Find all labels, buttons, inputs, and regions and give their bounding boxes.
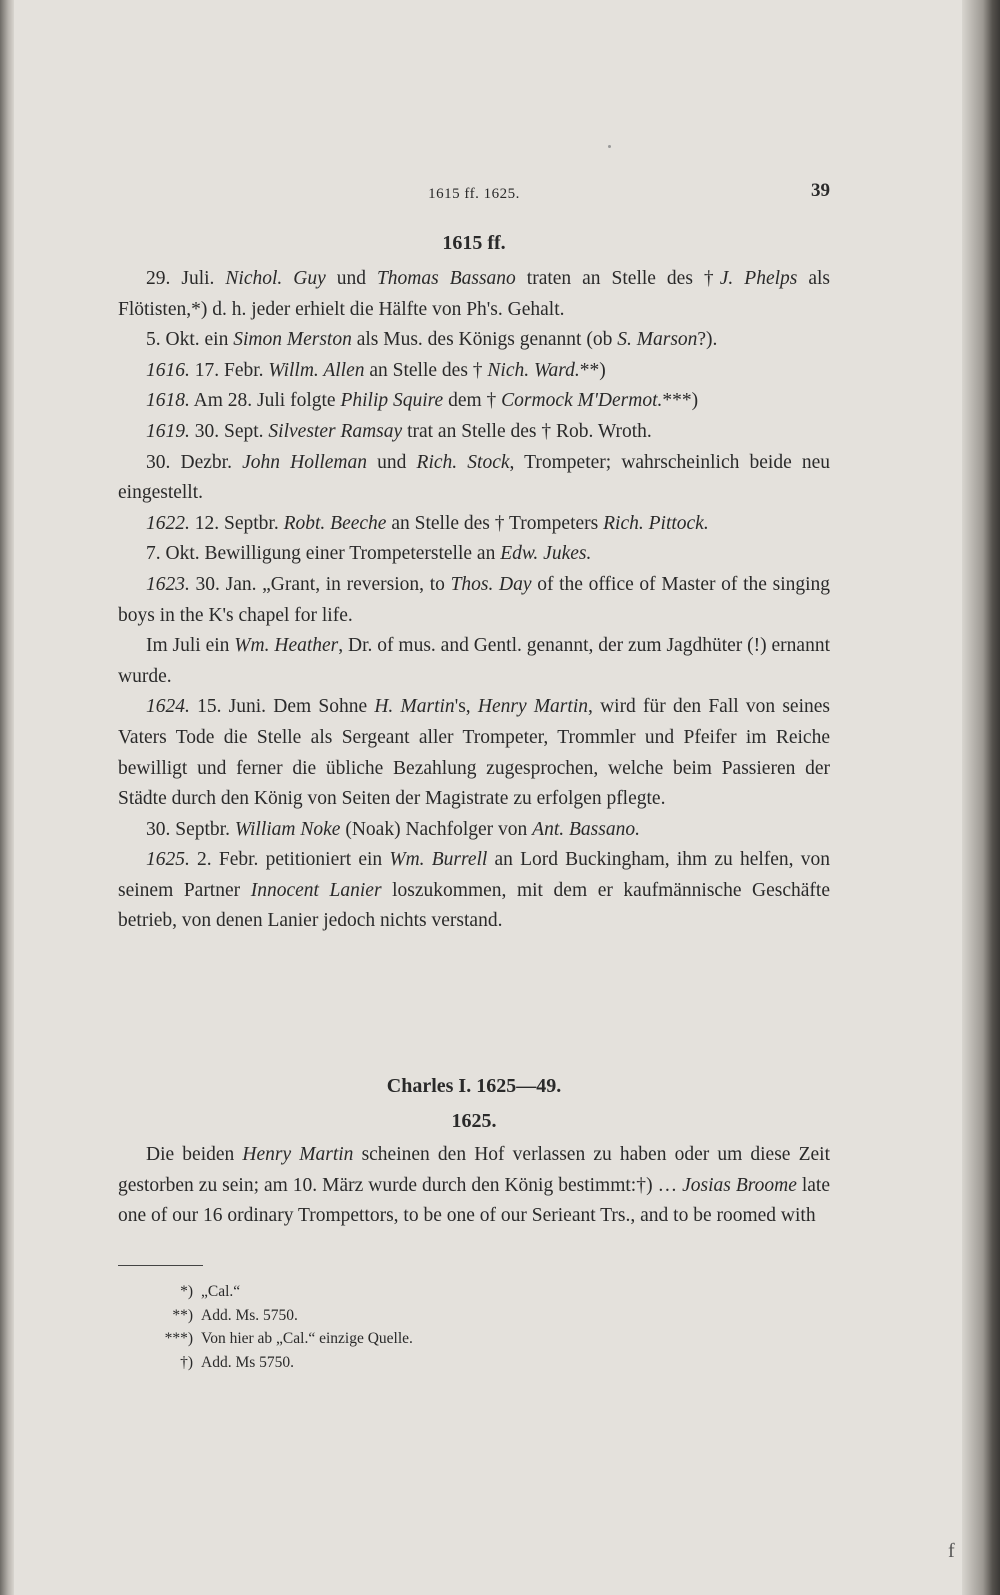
section-1615-body [118, 264, 830, 937]
text-run: 30. Sept. [189, 420, 269, 442]
footnotes [145, 1280, 645, 1374]
chronicle-entry [118, 356, 830, 387]
text-run: , wird für den Fall von seines Vaters Tode die Stelle als Sergeant aller Trompeter, Trommler und Pfeifer im Reiche bewilligt und ferner die übliche Bezahlung zugesprochen, welche beim Passieren der Städte durch den König von Seiten der Magistrate zu erfolgen pflegte. [118, 696, 830, 810]
text-run: ***) [662, 390, 699, 412]
text-run: 17. Febr. [189, 359, 269, 381]
running-head-title: 1615 ff. 1625. [428, 186, 520, 202]
text-run: **) [579, 359, 606, 381]
text-run: 12. Septbr. [189, 512, 284, 534]
italic-name-run: 1622. [146, 512, 190, 534]
italic-name-run: William Noke [234, 818, 341, 840]
chronicle-entry [118, 325, 830, 356]
text-run: late one of our 16 ordinary Trompettors, to be one of our Serieant Trs., and to be roomed with [118, 1174, 830, 1227]
footnote [145, 1280, 645, 1304]
text-run: traten an Stelle des † [515, 268, 720, 289]
italic-name-run: Innocent Lanier [250, 879, 382, 901]
chronicle-entry [118, 448, 830, 509]
footnote-mark: †) [180, 1353, 193, 1371]
italic-name-run: Nich. Ward. [487, 359, 580, 381]
text-run: 's, [454, 696, 478, 718]
section-heading-charles: Charles I. 1625—49. [386, 1075, 562, 1097]
italic-name-run: Edw. Jukes. [500, 543, 592, 565]
italic-name-run: Rich. Pittock. [603, 512, 709, 534]
chronicle-entry [118, 509, 830, 540]
italic-name-run: S. Marson [617, 329, 698, 351]
italic-name-run: 1623. [146, 573, 190, 595]
paper-speck [608, 145, 611, 148]
text-run: 5. Okt. ein [146, 329, 234, 351]
text-run: und [325, 268, 377, 289]
italic-name-run: Wm. Burrell [389, 849, 488, 871]
italic-name-run: H. Martin [374, 696, 455, 718]
italic-name-run: Rich. Stock [416, 451, 510, 473]
text-run: an Stelle des † Trompeters [386, 512, 604, 534]
text-run: (Noak) Nachfolger von [340, 818, 533, 840]
text-run: an Stelle des † [364, 359, 488, 381]
text-run: trat an Stelle des † Rob. Wroth. [402, 420, 652, 442]
text-run: 15. Juni. Dem Sohne [189, 696, 375, 718]
italic-name-run: Cormock M'Dermot. [501, 390, 663, 412]
footnote [145, 1304, 645, 1328]
text-run: 30. Septbr. [146, 818, 235, 840]
text-run: , Dr. of mus. and Gentl. genannt, der zum Jagdhüter (!) ernannt wurde. [118, 635, 830, 687]
italic-name-run: 1619. [146, 420, 190, 442]
text-run: 30. Jan. „Grant, in reversion, to [189, 573, 451, 595]
italic-name-run: Robt. Beeche [283, 512, 387, 534]
text-run: scheinen den Hof verlassen zu haben oder um diese Zeit gestorben zu sein; am 10. März wurde durch den König bestimmt:†) … [118, 1144, 830, 1196]
running-head [118, 178, 830, 208]
italic-name-run: 1624. [146, 696, 190, 718]
footnote-text: Von hier ab „Cal.“ einzige Quelle. [201, 1330, 413, 1347]
section-charles-body [118, 1140, 830, 1232]
italic-name-run: Henry Martin [242, 1144, 354, 1165]
chronicle-entry [118, 845, 830, 937]
text-run: und [367, 451, 417, 473]
text-run: Am 28. Juli folgte [189, 390, 341, 412]
italic-name-run: John Holleman [242, 451, 368, 473]
italic-name-run: Thos. Day [450, 573, 532, 595]
italic-name-run: Wm. Heather [234, 635, 339, 657]
italic-name-run: Nichol. Guy [225, 268, 326, 289]
italic-name-run: Henry Martin [477, 696, 588, 718]
italic-name-run: Ant. Bassano. [532, 818, 640, 840]
text-run: 30. Dezbr. [146, 451, 243, 473]
text-run: Die beiden [146, 1144, 243, 1165]
footnote-text: Add. Ms. 5750. [201, 1306, 298, 1324]
chronicle-entry [118, 692, 830, 814]
italic-name-run: 1618. [146, 390, 190, 412]
text-run: , Trompeter; wahrscheinlich beide neu eingestellt. [118, 451, 831, 504]
italic-name-run: Willm. Allen [268, 359, 365, 381]
chronicle-entry [118, 539, 830, 570]
text-run: 2. Febr. petitioniert ein [189, 849, 390, 871]
chronicle-entry [118, 570, 830, 631]
text-run: an Lord Buckingham, ihm zu helfen, von seinem Partner [118, 849, 830, 901]
footnote-text: Add. Ms 5750. [201, 1353, 295, 1371]
italic-name-run: 1625. [146, 849, 190, 871]
chronicle-entry [118, 386, 830, 417]
footnote-text: „Cal.“ [201, 1283, 241, 1300]
text-run: Im Juli ein [146, 635, 235, 657]
italic-name-run: J. Phelps [719, 268, 798, 289]
text-run: als Flötisten,*) d. h. jeder erhielt die Hälfte von Ph's. Gehalt. [118, 268, 831, 320]
italic-name-run: Josias Broome [682, 1174, 797, 1196]
footnote-mark: ***) [164, 1330, 193, 1347]
charles-paragraph [118, 1140, 830, 1232]
chronicle-entry [118, 631, 830, 692]
text-run: 29. Juli. [146, 268, 226, 289]
chronicle-entry [118, 264, 830, 325]
italic-name-run: Simon Merston [233, 329, 352, 351]
footnote [145, 1351, 645, 1375]
chronicle-entry [118, 815, 830, 846]
footnote-mark: **) [172, 1306, 193, 1324]
italic-name-run: 1616. [146, 359, 190, 381]
page-number: 39 [811, 180, 830, 201]
italic-name-run: Silvester Ramsay [268, 420, 403, 442]
italic-name-run: Thomas Bassano [376, 268, 516, 289]
page-edge-shadow [962, 0, 1000, 1595]
book-spine-shadow [0, 0, 14, 1595]
chronicle-entry [118, 417, 830, 448]
italic-name-run: Philip Squire [340, 390, 444, 412]
margin-pencil-mark: f [948, 1540, 955, 1562]
footnote-mark: *) [180, 1283, 193, 1300]
section-subheading-1625: 1625. [451, 1110, 497, 1132]
section-heading-1615: 1615 ff. [442, 232, 506, 254]
footnote-rule [118, 1265, 203, 1266]
text-run: dem † [443, 390, 502, 412]
text-run: ?). [697, 329, 718, 351]
text-run: of the office of Master of the singing boys in the K's chapel for life. [118, 573, 831, 626]
footnote [145, 1327, 645, 1351]
text-run: als Mus. des Königs genannt (ob [351, 329, 618, 351]
text-run: loszukommen, mit dem er kaufmännische Geschäfte betrieb, von denen Lanier jedoch nichts verstand. [118, 879, 831, 932]
text-run: 7. Okt. Bewilligung einer Trompeterstelle an [146, 543, 501, 565]
